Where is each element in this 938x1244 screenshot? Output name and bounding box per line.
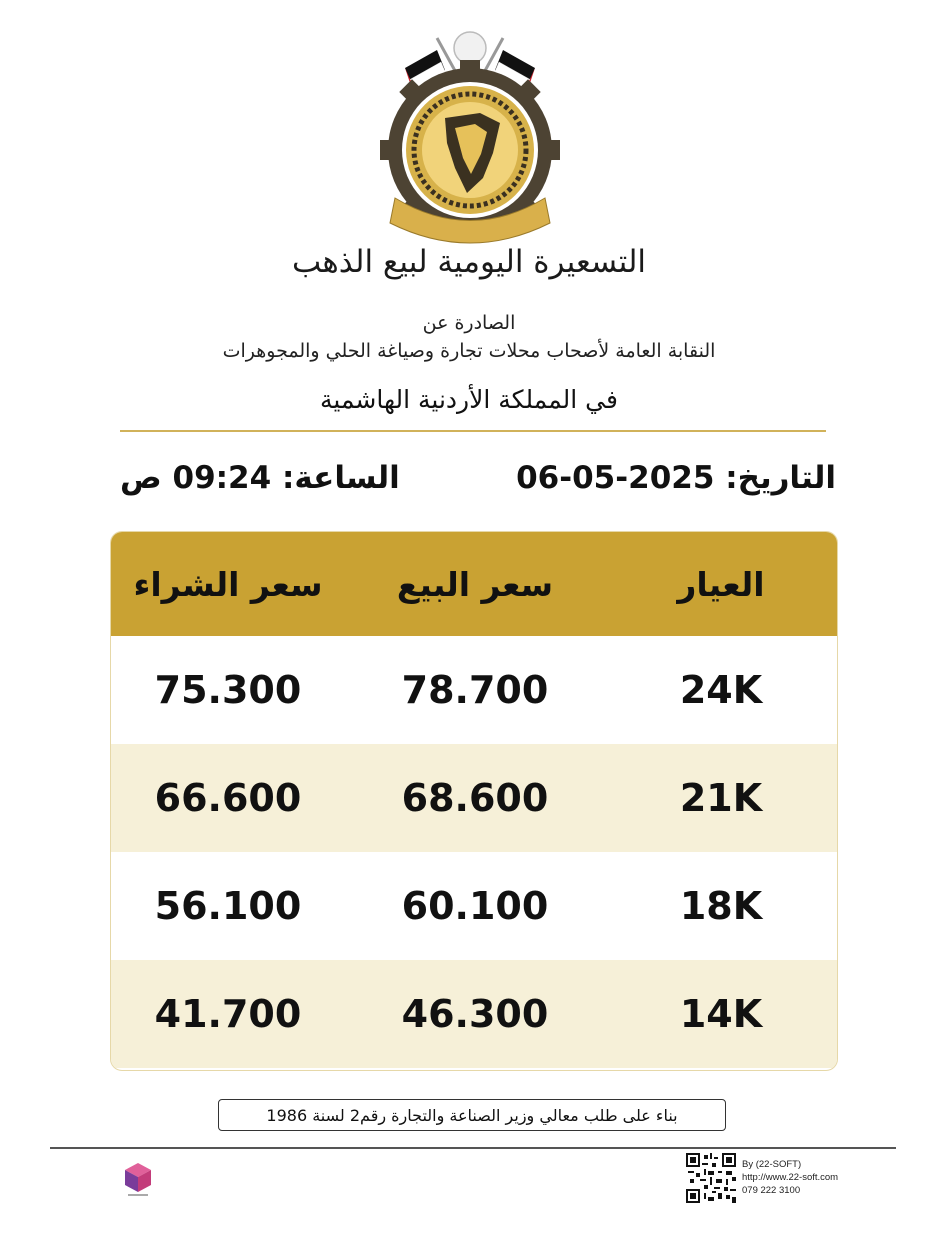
price-table <box>110 531 838 1071</box>
buy-price-cell: 41.700 <box>154 992 302 1036</box>
date-value: 06-05-2025 <box>516 460 715 496</box>
header-buy-price: سعر الشراء <box>133 564 323 604</box>
karat-cell: 21K <box>679 776 763 820</box>
footer-phone: 079 222 3100 <box>742 1185 801 1196</box>
header-sell-price: سعر البيع <box>396 564 554 604</box>
qr-code-icon[interactable] <box>686 1153 736 1203</box>
karat-cell: 24K <box>679 668 763 712</box>
union-emblem-icon <box>375 28 565 244</box>
sell-price-cell: 68.600 <box>401 776 549 820</box>
buy-price-cell: 56.100 <box>154 884 302 928</box>
footer-divider <box>50 1147 896 1149</box>
sell-price-cell: 60.100 <box>401 884 549 928</box>
page-title: التسعيرة اليومية لبيع الذهب <box>291 244 647 280</box>
table-header <box>111 532 837 636</box>
sell-price-cell: 46.300 <box>401 992 549 1036</box>
table-row <box>111 636 837 744</box>
header-karat: العيار <box>677 564 765 604</box>
footer-credits <box>742 1158 838 1197</box>
buy-price-cell: 75.300 <box>154 668 302 712</box>
buy-price-cell: 66.600 <box>154 776 302 820</box>
table-row <box>111 852 837 960</box>
footer-by: By (22-SOFT) <box>742 1159 802 1170</box>
time-value: 09:24 ص <box>120 460 272 496</box>
footer-url[interactable]: http://www.22-soft.com <box>742 1172 839 1183</box>
22-soft-cube-icon <box>122 1161 154 1199</box>
issued-by-text: الصادرة عن <box>422 312 516 334</box>
union-name: النقابة العامة لأصحاب محلات تجارة وصياغة الحلي والمجوهرات <box>222 340 716 362</box>
karat-cell: 14K <box>679 992 763 1036</box>
ministerial-note: بناء على طلب معالي وزير الصناعة والتجارة رقم2 لسنة 1986 <box>218 1099 726 1131</box>
sell-price-cell: 78.700 <box>401 668 549 712</box>
table-row <box>111 744 837 852</box>
date-block <box>516 460 836 496</box>
table-row <box>111 960 837 1068</box>
header-divider <box>120 430 826 432</box>
time-label: الساعة: <box>281 460 400 496</box>
karat-cell: 18K <box>679 884 763 928</box>
kingdom-text: في المملكة الأردنية الهاشمية <box>320 385 618 414</box>
time-block <box>120 460 400 496</box>
date-label: التاريخ: <box>725 460 836 496</box>
